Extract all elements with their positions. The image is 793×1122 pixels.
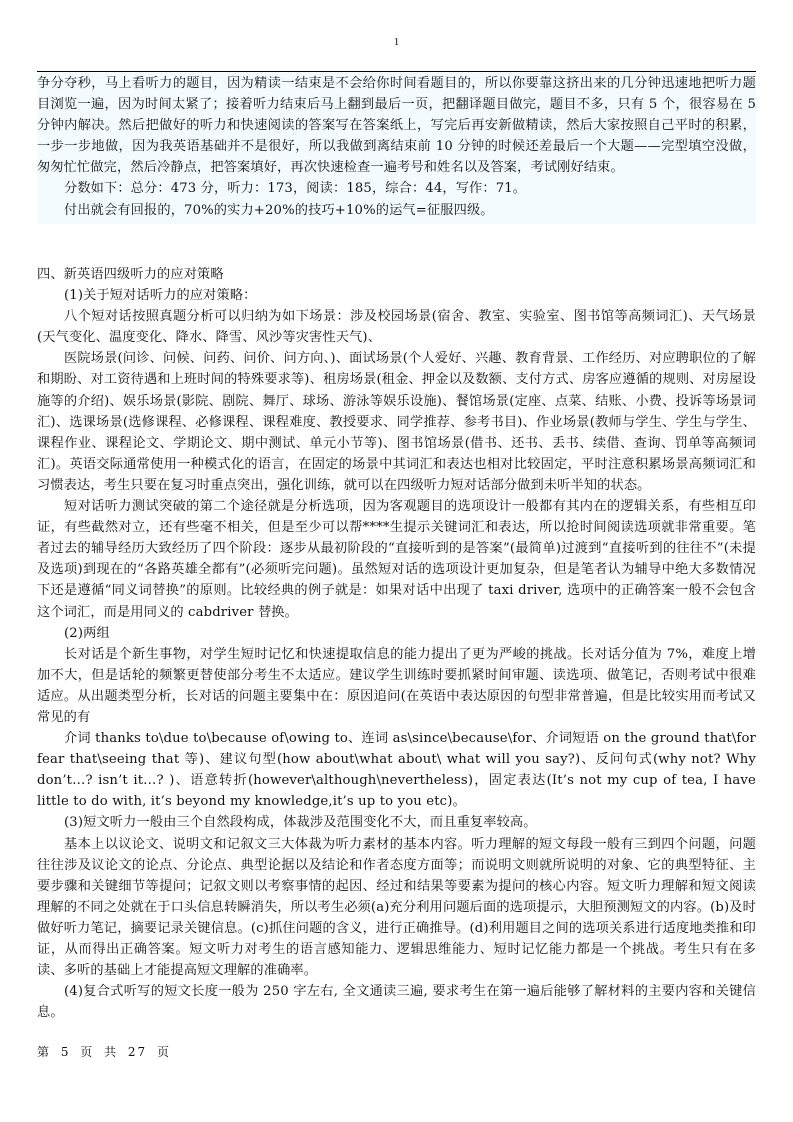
highlighted-block — [37, 73, 756, 224]
subsection-heading: (2)两组 — [64, 625, 110, 641]
subsection-heading: (4)复合式听写的短文长度一般为 250 字左右, 全文通读三遍, 要求考生在第一遍后能够了解材料的主要内容和关键信息。 — [37, 984, 756, 1021]
paragraph: 医院场景(问诊、问候、问药、问价、问方向、)、面试场景(个人爱好、兴趣、教育背景、工作经历、对应聘职位的了解和期盼、对工资待遇和上班时间的特殊要求等)、租房场景(租金、押金以及数额、支付方式、房客应遵循的规则、对房屋设施等的介绍)、娱乐场景(影院、剧院、舞厅、球场、游泳等娱乐设施)、餐馆场景(定座、点菜、结账、小费、投诉等场景词汇)、选课场景(选修课程、必修课程、课程难度、教授要求、同学推荐、参考书目)、作业场景(教师与学生、学生与学生、课程作业、课程论文、学期论文、期中测试、单元小节等)、图书馆场景(借书、还书、丢书、续借、查询、罚单等高频词汇)。英语交际通常使用一种模式化的语言，在固定的场景中其词汇和表达也相对比较固定，平时注意积累场景高频词汇和习惯表达，考生只要在复习时重点突出，强化训练，就可以在四级听力短对话部分做到未听半知的状态。 — [37, 351, 756, 493]
paragraph: 付出就会有回报的，70%的实力+20%的技巧+10%的运气=征服四级。 — [64, 202, 494, 218]
subsection-heading: (3)短文听力一般由三个自然段构成，体裁涉及范围变化不大，而且重复率较高。 — [64, 815, 537, 831]
subsection-heading: (1)关于短对话听力的应对策略： — [64, 288, 257, 304]
header-rule — [37, 71, 756, 72]
score-paragraph: 分数如下：总分：473 分，听力：173，阅读：185，综合：44，写作：71。 — [64, 181, 527, 197]
paragraph: 争分夺秒，马上看听力的题目，因为精读一结束是不会给你时间看题目的，所以你要靠这挤出来的几分钟迅速地把听力题目浏览一遍，因为时间太紧了；接着听力结束后马上翻到最后一页，把翻译题目做完，题目不多，只有 5 个，很容易在 5 分钟内解决。然后把做好的听力和快速阅读的答案写在答案纸上，写完后再安新做精读，然后大家按照自己平时的积累，一步一步地做，因为我英语基础并不是很好，所以我做到离结束前 10 分钟的时候还差最后一个大题——完型填空没做，匆匆忙忙做完，然后冷静点，把答案填好，再次快速检查一遍考号和姓名以及答案，考试刚好结束。 — [37, 76, 756, 176]
section-title: 四、新英语四级听力的应对策略 — [37, 267, 224, 282]
paragraph: 短对话听力测试突破的第二个途径就是分析选项，因为客观题目的选项设计一般都有其内在的逻辑关系，有些相互印证，有些截然对立，还有些毫不相关，但是至少可以帮****生提示关键词汇和表达，所以抢时间阅读选项就非常重要。笔者过去的辅导经历大致经历了四个阶段：逐步从最初阶段的“直接听到的是答案”(最简单)过渡到“直接听到的往往不”(未提及选项)到现在的“各路英雄全都有”(必须听完问题)。虽然短对话的选项设计更加复杂，但是笔者认为辅导中绝大多数情况下还是遵循“同义词替换”的原则。比较经典的例子就是：如果对话中出现了 taxi driver, 选项中的正确答案一般不会包含这个词汇，而是用同义的 cabdriver 替换。 — [37, 499, 756, 620]
paragraph: 介词 thanks to\due to\because of\owing to、连词 as\since\because\for、介词短语 on the ground that\for fear that\seeing that 等)、建议句型(how about\what about\ what will you say?)、反问句式(why not? Why don’t…? isn’t it…? )、语意转折(however\although\nevertheless)，固定表达(It’s not my cup of tea, I have little to do with, it’s beyond my knowledge,it’s up to you etc)。 — [37, 731, 756, 810]
paragraph: 基本上以议论文、说明文和记叙文三大体裁为听力素材的基本内容。听力理解的短文每段一般有三到四个问题，问题往往涉及议论文的论点、分论点、典型论据以及结论和作者态度方面等；而说明文则就所说明的对象、它的典型特征、主要步骤和关键细节等提问；记叙文则以考察事情的起因、经过和结果等要素为提问的核心内容。短文听力理解和短文阅读理解的不同之处就在于口头信息转瞬消失，所以考生必须(a)充分利用问题后面的选项提示，大胆预测短文的内容。(b)及时做好听力笔记，摘要记录关键信息。(c)抓住问题的含义，进行正确推导。(d)利用题目之间的选项关系进行适度地类推和印证，从而得出正确答案。短文听力对考生的语言感知能力、逻辑思维能力、短时记忆能力都是一个挑战。考生只有在多读、多听的基础上才能提高短文理解的准确率。 — [37, 836, 756, 979]
paragraph: 八个短对话按照真题分析可以归纳为如下场景：涉及校园场景(宿舍、教室、实验室、图书馆等高频词汇)、天气场景(天气变化、温度变化、降水、降雪、风沙等灾害性天气)、 — [37, 309, 756, 346]
page-number: 1 — [393, 36, 400, 48]
page-footer: 第 5 页 共 27 页 — [37, 1045, 171, 1059]
paragraph: 长对话是个新生事物，对学生短时记忆和快速提取信息的能力提出了更为严峻的挑战。长对话分值为 7%，难度上增加不大，但是话轮的频繁更替使部分考生不太适应。建议学生训练时要抓紧时间审题、读选项、做笔记，否则考试中很难适应。从出题类型分析，长对话的问题主要集中在：原因追问(在英语中表达原因的句型非常普遍，但是比较实用而考试又常见的有 — [37, 646, 756, 725]
main-section — [37, 264, 756, 1023]
